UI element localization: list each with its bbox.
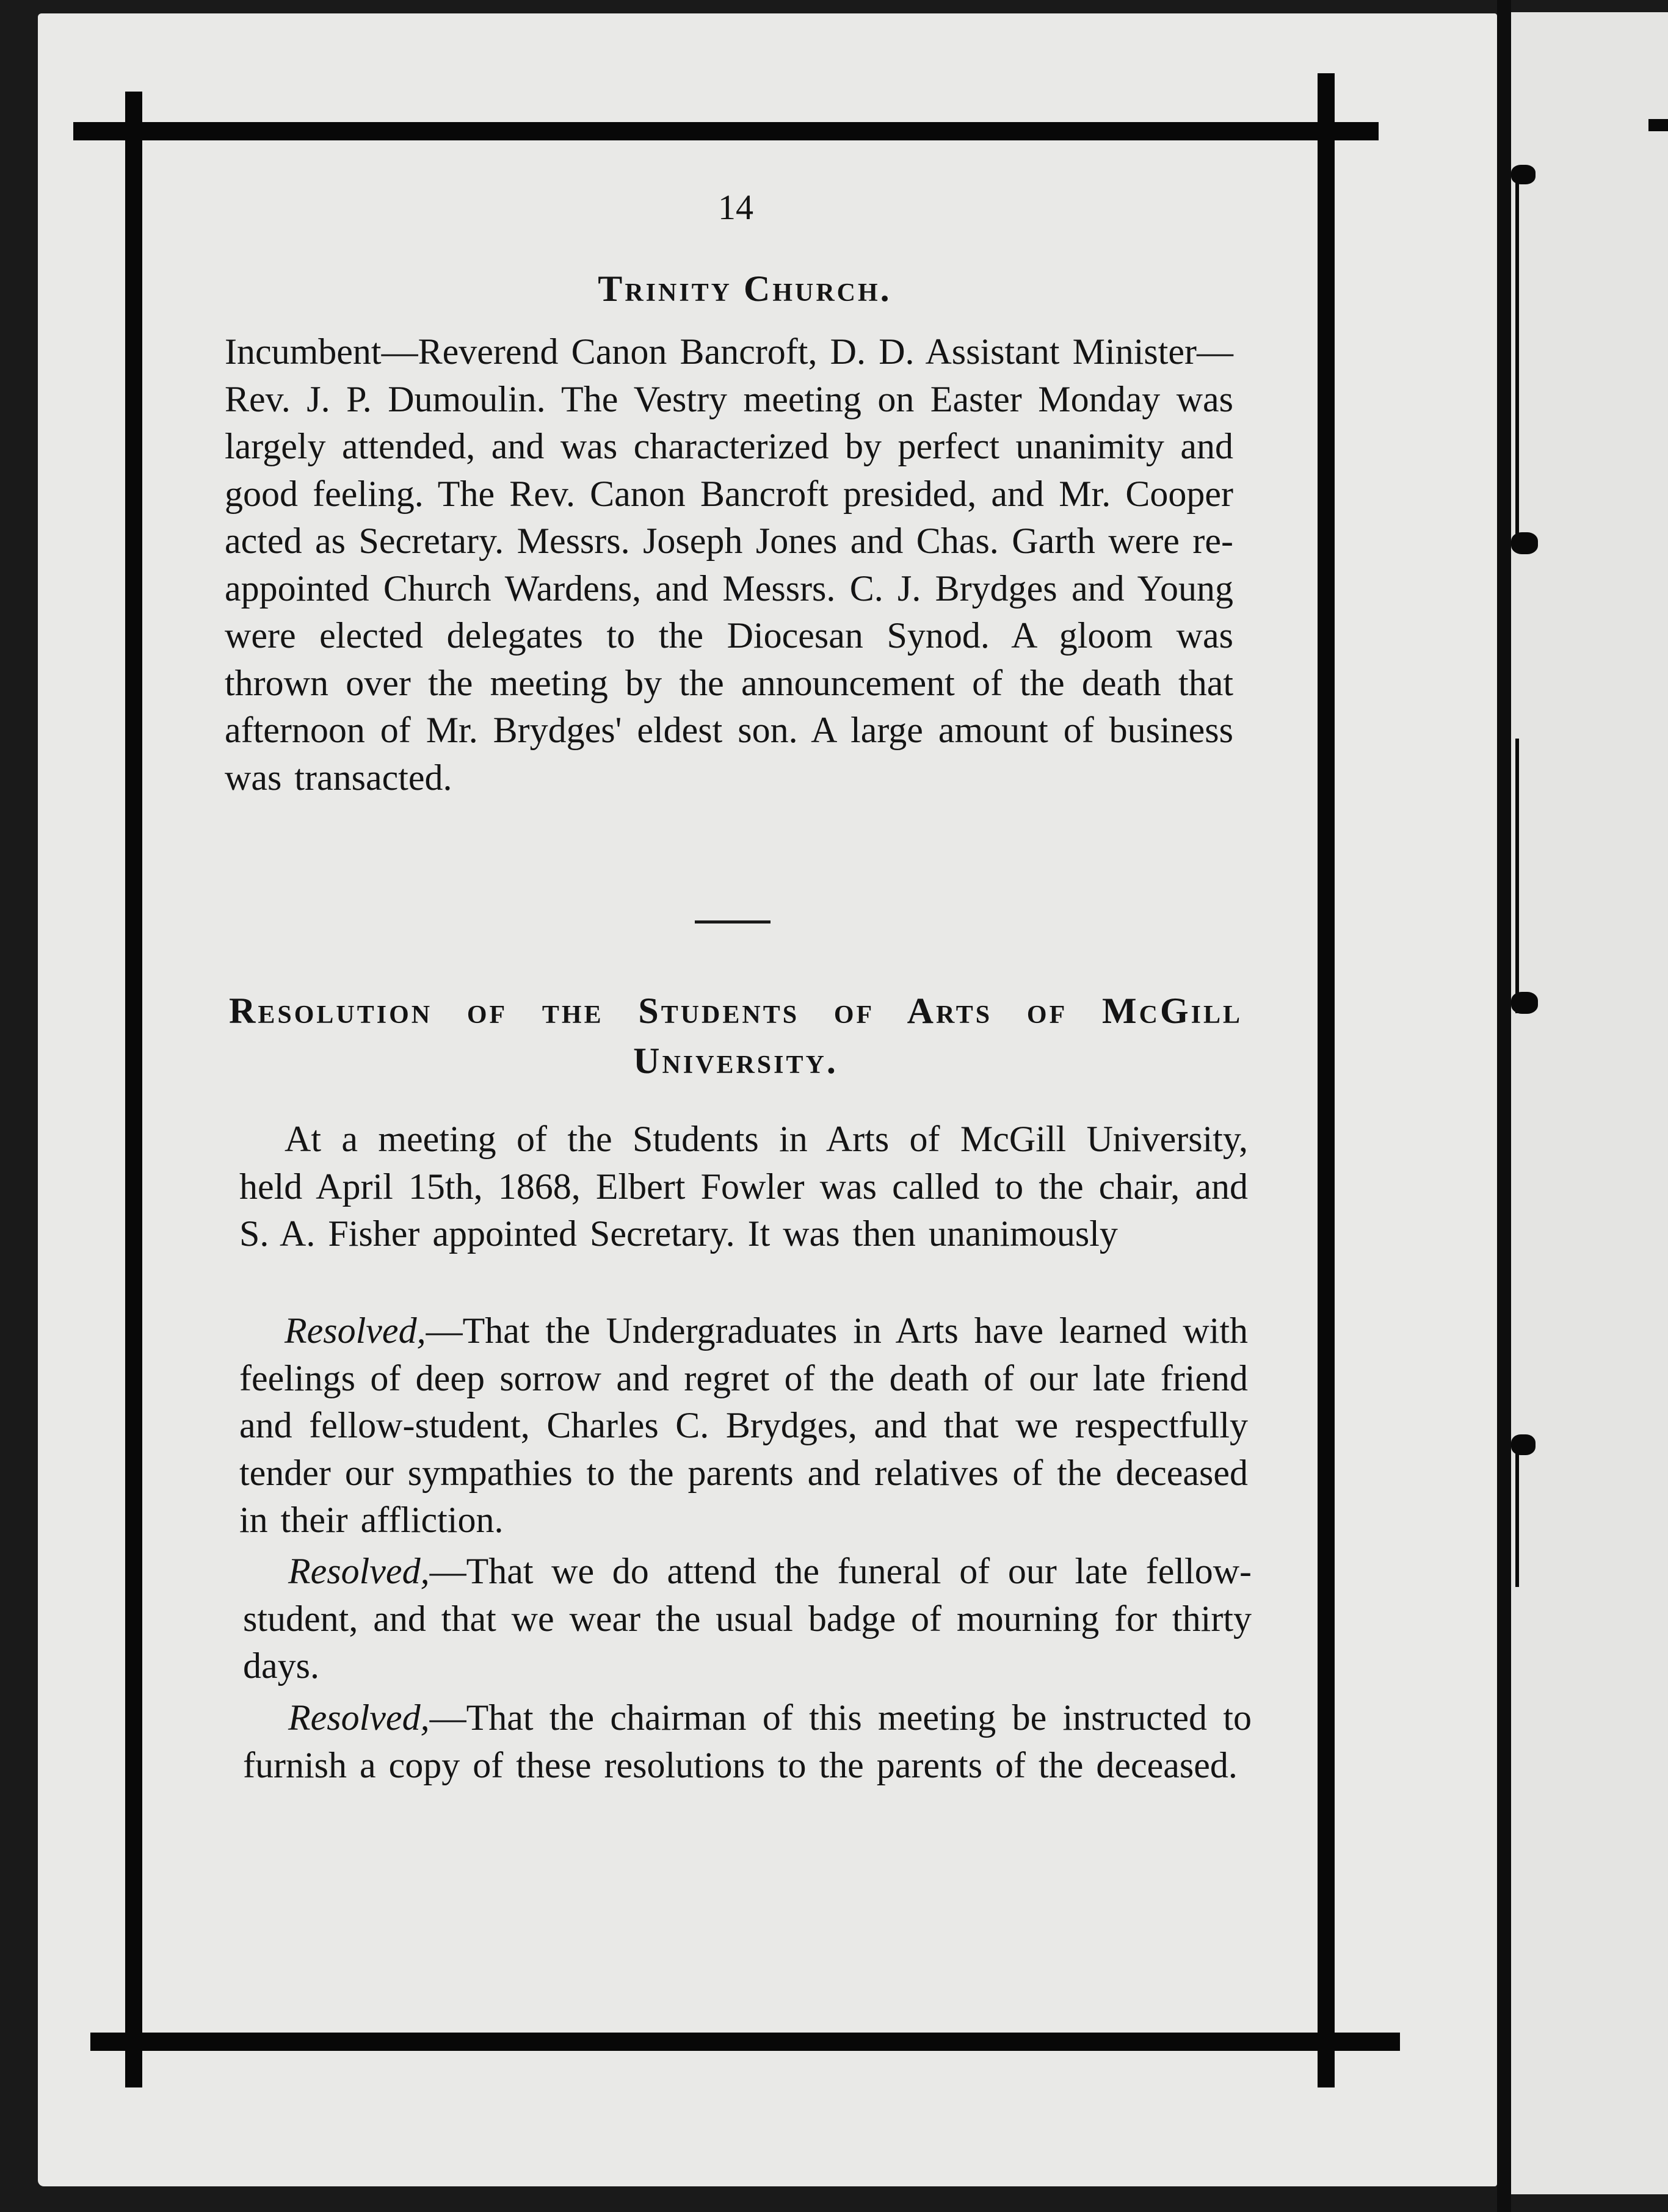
resolved-label: Resolved,	[288, 1551, 430, 1591]
trinity-church-paragraph: Incumbent—Reverend Canon Bancroft, D. D. Assistant Minister—Rev. J. P. Dumoulin. The Vestry meeting on Easter Monday was largely attended, and was characterized by perfect unanimity and good feeling. The Rev. Canon Bancroft presided, and Mr. Cooper acted as Secretary. Messrs. Joseph Jones and Chas. Garth were re-appointed Church Wardens, and Messrs. C. J. Brydges and Young were elected delegates to the Diocesan Synod. A gloom was thrown over the meeting by the announcement of the death that afternoon of Mr. Brydges' eldest son. A large amount of business was transacted.	[225, 331, 1233, 798]
adjacent-page-edge	[1511, 12, 1668, 2194]
resolution-heading: Resolution of the Students of Arts of McGill University.	[229, 991, 1242, 1081]
frame-left-rule	[125, 92, 142, 2087]
binding-stitch	[1511, 165, 1536, 184]
binding-stitch	[1648, 119, 1668, 131]
binding-stitch	[1515, 177, 1519, 543]
page-number: 14	[718, 187, 753, 227]
resolution-item	[243, 1548, 1252, 1690]
binding-stitch	[1511, 1434, 1536, 1455]
resolution-item	[243, 1694, 1252, 1789]
trinity-church-heading: Trinity Church.	[598, 269, 892, 309]
frame-right-rule	[1318, 73, 1335, 2087]
frame-bottom-rule	[90, 2033, 1400, 2051]
resolved-label: Resolved,	[288, 1697, 430, 1738]
resolution-item	[239, 1307, 1248, 1544]
frame-top-rule	[73, 122, 1379, 140]
meeting-paragraph: At a meeting of the Students in Arts of McGill University, held April 15th, 1868, Elbert Fowler was called to the chair, and S. A. Fisher appointed Secretary. It was then unanimously	[239, 1119, 1248, 1254]
page-gutter	[1497, 0, 1511, 2212]
binding-stitch	[1515, 739, 1519, 1013]
resolution-text: —That the Undergraduates in Arts have learned with feelings of deep sorrow and regret of the death of our late friend and fellow-student, Charles C. Brydges, and that we respectfully tender our sympathies to the parents and relatives of the deceased in their affliction.	[239, 1310, 1248, 1540]
section-divider	[695, 920, 771, 923]
binding-stitch	[1515, 1440, 1519, 1587]
resolution-text: —That the chairman of this meeting be instructed to furnish a copy of these resolutions to the parents of the deceased.	[243, 1697, 1252, 1785]
resolution-text: —That we do attend the funeral of our late fellow-student, and that we wear the usual badge of mourning for thirty days.	[243, 1551, 1252, 1686]
resolved-label: Resolved,	[285, 1310, 426, 1351]
